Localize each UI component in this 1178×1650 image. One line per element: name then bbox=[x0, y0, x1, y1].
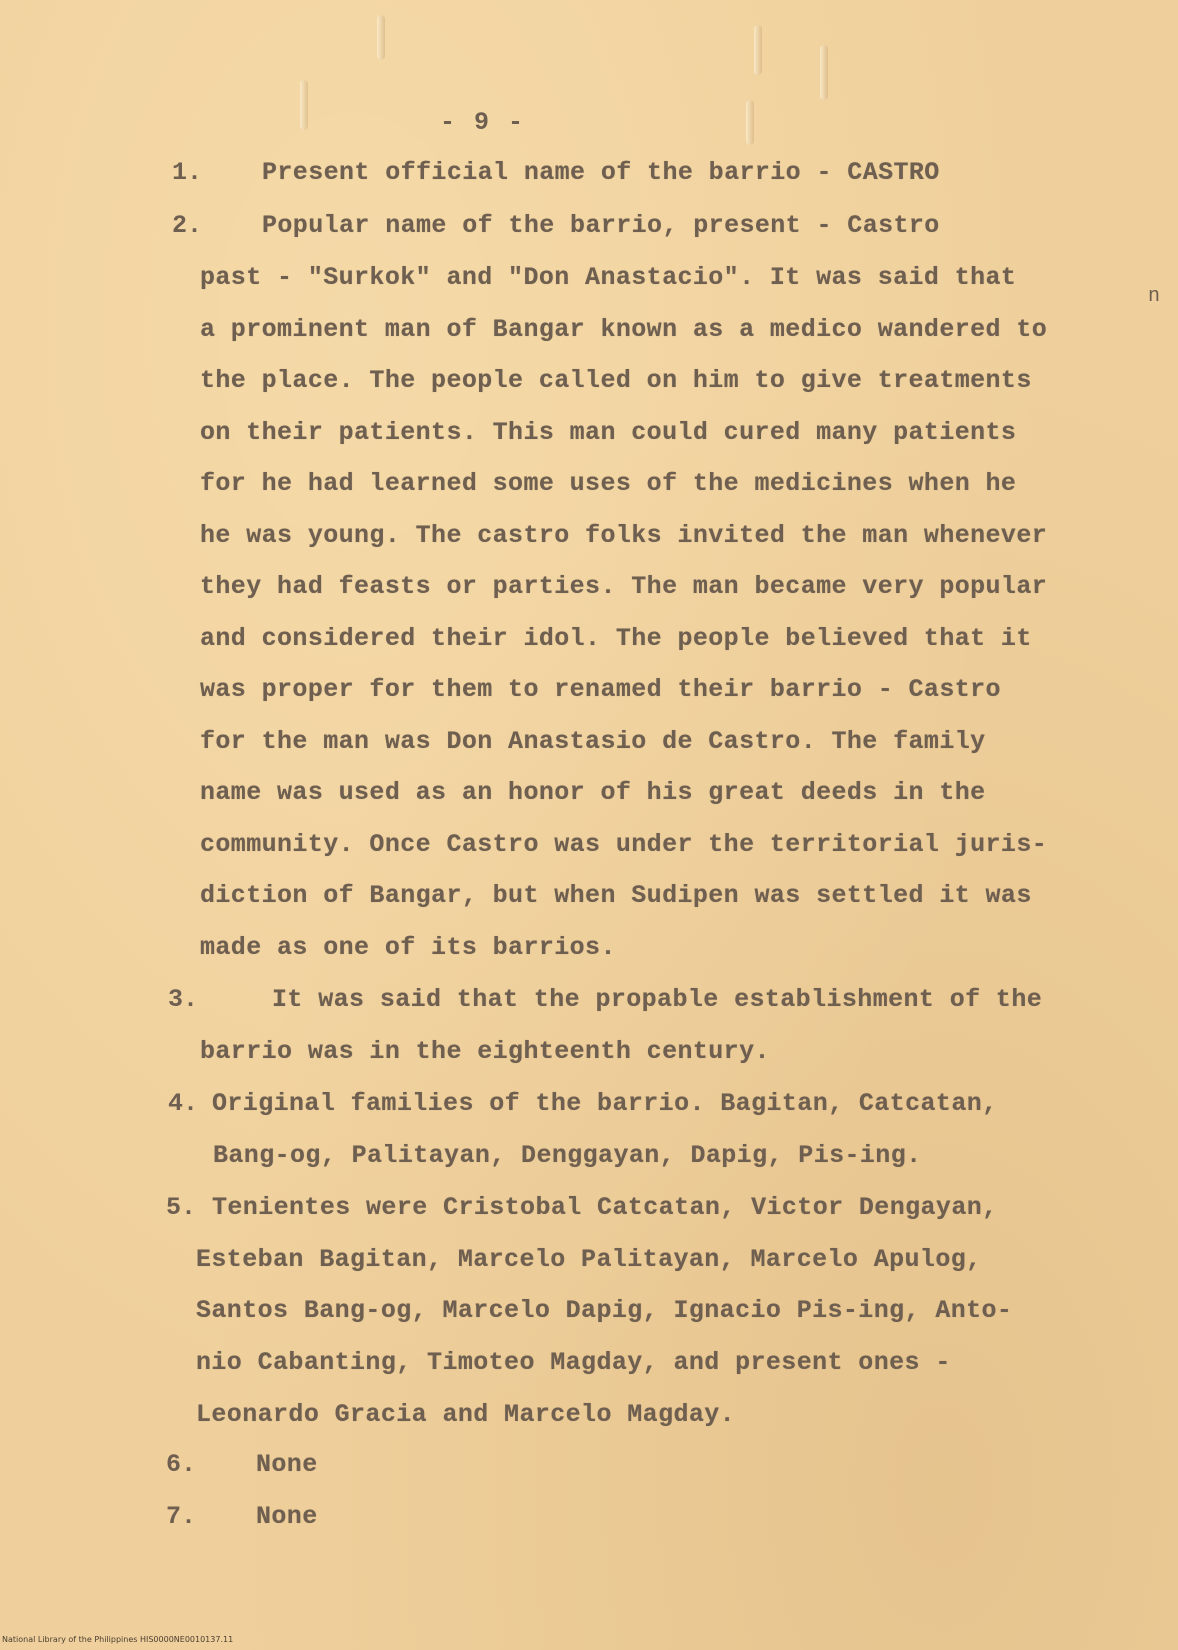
item-2-line: on their patients. This man could cured many patients bbox=[200, 418, 1017, 447]
item-number: 2. bbox=[172, 211, 203, 240]
item-5-line: Leonardo Gracia and Marcelo Magday. bbox=[196, 1400, 736, 1429]
page-number: - 9 - bbox=[440, 108, 526, 137]
item-number: 6. bbox=[166, 1450, 197, 1479]
item-2-line: for the man was Don Anastasio de Castro. The family bbox=[200, 727, 986, 756]
item-number: 5. bbox=[166, 1193, 197, 1222]
item-1-line: Present official name of the barrio - CASTRO bbox=[262, 158, 940, 187]
item-2-line: past - "Surkok" and "Don Anastacio". It was said that bbox=[200, 263, 1017, 292]
item-2-line: diction of Bangar, but when Sudipen was settled it was bbox=[200, 881, 1032, 910]
item-3-line: barrio was in the eighteenth century. bbox=[200, 1037, 770, 1066]
item-2-line: and considered their idol. The people believed that it bbox=[200, 624, 1032, 653]
item-5-line: Santos Bang-og, Marcelo Dapig, Ignacio Pis-ing, Anto- bbox=[196, 1296, 1013, 1325]
item-2-line: the place. The people called on him to give treatments bbox=[200, 366, 1032, 395]
margin-mark: n bbox=[1148, 285, 1161, 308]
paper-indent-mark bbox=[754, 25, 762, 75]
item-2-line: community. Once Castro was under the territorial juris- bbox=[200, 830, 1048, 859]
item-7-line: None bbox=[256, 1502, 318, 1531]
item-2-line: for he had learned some uses of the medicines when he bbox=[200, 469, 1017, 498]
item-2-line: they had feasts or parties. The man became very popular bbox=[200, 572, 1048, 601]
item-number: 1. bbox=[172, 158, 203, 187]
archive-footer-note: National Library of the Philippines HIS0000NE0010137.11 bbox=[2, 1635, 234, 1644]
item-5-line: Tenientes were Cristobal Catcatan, Victor Dengayan, bbox=[212, 1193, 998, 1222]
item-2-line: name was used as an honor of his great deeds in the bbox=[200, 778, 986, 807]
item-number: 3. bbox=[168, 985, 199, 1014]
item-6-line: None bbox=[256, 1450, 318, 1479]
item-2-line: he was young. The castro folks invited the man whenever bbox=[200, 521, 1048, 550]
item-5-line: nio Cabanting, Timoteo Magday, and present ones - bbox=[196, 1348, 951, 1377]
item-2-line: a prominent man of Bangar known as a medico wandered to bbox=[200, 315, 1048, 344]
item-number: 4. bbox=[168, 1089, 199, 1118]
paper-indent-mark bbox=[746, 100, 754, 145]
item-4-line: Bang-og, Palitayan, Denggayan, Dapig, Pis-ing. bbox=[213, 1141, 922, 1170]
item-number: 7. bbox=[166, 1502, 197, 1531]
paper-indent-mark bbox=[377, 15, 385, 60]
paper-indent-mark bbox=[300, 80, 308, 130]
item-2-line: was proper for them to renamed their barrio - Castro bbox=[200, 675, 1001, 704]
paper-indent-mark bbox=[820, 45, 828, 100]
item-2-line: Popular name of the barrio, present - Castro bbox=[262, 211, 940, 240]
item-2-line: made as one of its barrios. bbox=[200, 933, 616, 962]
item-3-line: It was said that the propable establishment of the bbox=[272, 985, 1043, 1014]
item-4-line: Original families of the barrio. Bagitan, Catcatan, bbox=[212, 1089, 998, 1118]
item-5-line: Esteban Bagitan, Marcelo Palitayan, Marcelo Apulog, bbox=[196, 1245, 982, 1274]
